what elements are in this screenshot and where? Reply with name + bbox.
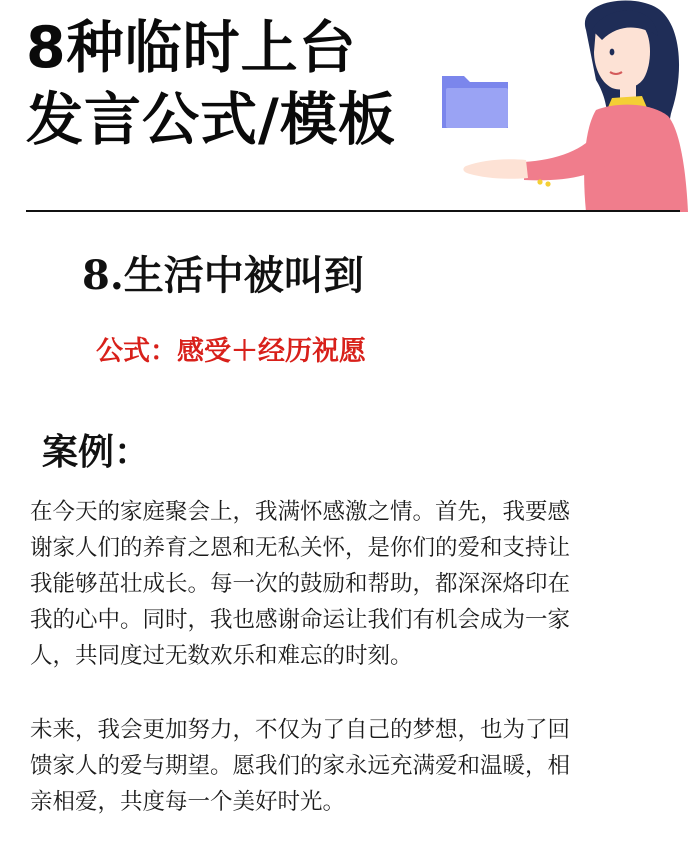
paragraph-line: 馈家人的爱与期望。愿我们的家永远充满爱和温暖，相 [30, 753, 571, 779]
paragraph-line: 我的心中。同时，我也感谢命运让我们有机会成为一家 [30, 607, 571, 633]
paragraph-line: 人，共同度过无数欢乐和难忘的时刻。 [30, 643, 413, 669]
case-paragraph-1 [30, 494, 664, 674]
title-divider [26, 210, 680, 212]
page-title-line-2: 发言公式/模板 [26, 87, 396, 153]
formula-text: 公式：感受＋经历祝愿 [96, 336, 366, 367]
section-heading: 8.生活中被叫到 [82, 252, 364, 299]
title-block [26, 12, 466, 156]
presenter-illustration [436, 0, 690, 212]
folder-icon [442, 76, 508, 128]
paragraph-line: 亲相爱，共度每一个美好时光。 [30, 789, 346, 815]
case-paragraph-2 [30, 712, 664, 820]
paragraph-line: 在今天的家庭聚会上，我满怀感激之情。首先，我要感 [30, 499, 571, 525]
paragraph-line: 谢家人们的养育之恩和无私关怀，是你们的爱和支持让 [30, 535, 571, 561]
page-title-line-1: 8种临时上台 [26, 15, 357, 81]
case-heading: 案例： [42, 432, 151, 473]
paragraph-line: 我能够茁壮成长。每一次的鼓励和帮助，都深深烙印在 [30, 571, 571, 597]
paragraph-line: 未来，我会更加努力，不仅为了自己的梦想，也为了回 [30, 717, 571, 743]
